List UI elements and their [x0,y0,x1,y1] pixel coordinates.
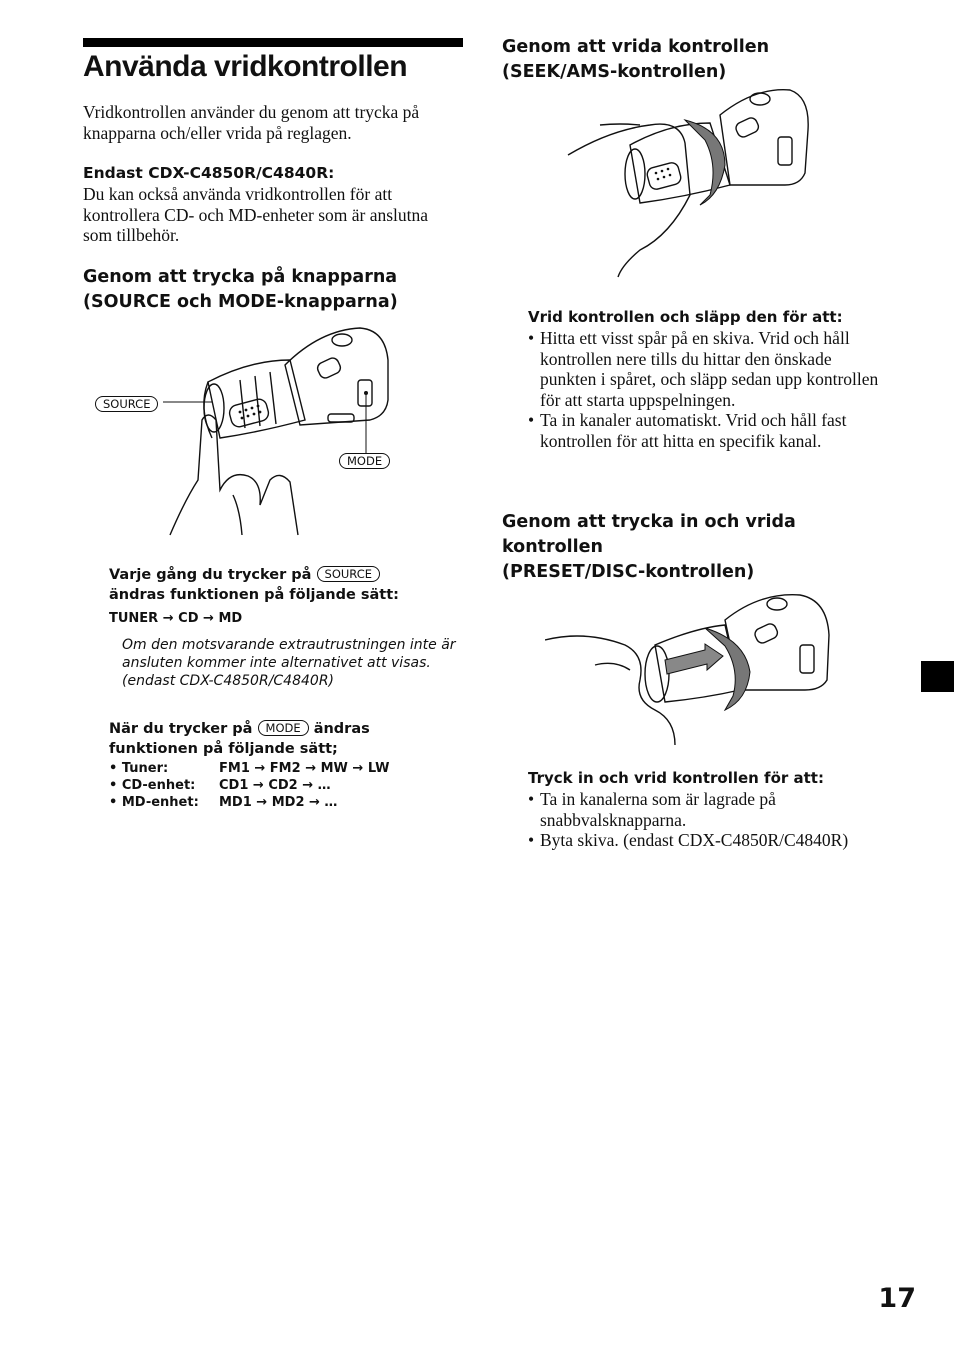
section2-bullets [528,328,888,451]
note-text: Om den motsvarande extrautrustningen inte är ansluten kommer inte alternativet att visas. (endast CDX-C4850R/C4840R) [122,637,456,689]
source-instruction-post: ändras funktionen på följande sätt: [109,587,399,603]
section2-subheading: Vrid kontrollen och släpp den för att: [528,308,843,326]
source-instruction-pre: Varje gång du trycker på [109,567,312,583]
only-models-text: Du kan också använda vridkontrollen för att kontrollera CD- och MD-enheter som är anslutna som tillbehör. [83,184,429,245]
section3-heading-line2: kontrollen [502,537,603,557]
section3-bullets [528,789,898,851]
mode-sequence: CD1 → CD2 → … [219,778,331,793]
list-item: • Byta skiva. (endast CDX-C4850R/C4840R) [528,830,898,851]
seq-md: MD [218,611,243,626]
mode-table [109,760,389,811]
push-arrow-icon [665,644,723,674]
list-item: • Ta in kanaler automatiskt. Vrid och håll fast kontrollen för att hitta en specifik kanal. [528,410,888,451]
page-title: Använda vridkontrollen [83,50,408,83]
title-rule [83,38,463,47]
seek-ams-figure [560,85,815,280]
mode-instruction [109,719,449,759]
source-inline-button-label: SOURCE [317,566,380,582]
rotate-arrow-icon [705,628,750,710]
arrow-icon: → [162,611,179,626]
section1-heading-line1: Genom att trycka på knapparna [83,267,398,287]
page-number: 17 [878,1283,916,1314]
mode-button-label: MODE [339,453,390,469]
mode-instruction-pre: När du trycker på [109,721,253,737]
source-mode-figure [90,320,400,540]
mode-label: CD-enhet: [121,778,196,793]
mode-instruction-line2: funktionen på följande sätt; [109,741,338,757]
section3-subheading: Tryck in och vrid kontrollen för att: [528,769,824,787]
unit-body-shape [285,328,388,425]
section1-heading-line2: (SOURCE och MODE-knapparna) [83,292,398,312]
section3-heading-line3: (PRESET/DISC-kontrollen) [502,562,755,582]
list-item: • Ta in kanalerna som är lagrade på snabbvalsknapparna. [528,789,898,830]
table-row: • CD-enhet: CD1 → CD2 → … [109,777,389,794]
seq-tuner: TUNER [109,611,159,626]
seq-cd: CD [178,611,199,626]
source-sequence [109,611,242,626]
mode-label: Tuner: [121,761,169,776]
section2-heading-line2: (SEEK/AMS-kontrollen) [502,62,727,82]
mode-inline-button-label: MODE [258,720,309,736]
source-instruction [109,565,449,605]
only-models-heading: Endast CDX-C4850R/C4840R: [83,164,335,182]
mode-sequence: FM1 → FM2 → MW → LW [219,761,390,776]
arrow-icon: → [203,611,219,626]
mode-instruction-post: ändras [313,721,370,737]
preset-disc-figure [545,590,835,745]
mode-sequence: MD1 → MD2 → … [219,795,338,810]
table-row: • MD-enhet: MD1 → MD2 → … [109,794,389,811]
rotate-arrow-icon [685,120,725,205]
table-row: • Tuner: FM1 → FM2 → MW → LW [109,761,390,776]
mode-label: MD-enhet: [121,795,199,810]
section-tab-marker [921,661,954,692]
intro-paragraph: Vridkontrollen använder du genom att trycka på knapparna och/eller vrida på reglagen. [83,102,420,143]
section2-heading-line1: Genom att vrida kontrollen [502,37,770,57]
list-item: • Hitta ett visst spår på en skiva. Vrid och håll kontrollen nere tills du hittar den önskade punkten i spåret, och släpp sedan upp kontrollen för att starta uppspelningen. [528,328,888,410]
source-button-label: SOURCE [95,396,158,412]
section3-heading-line1: Genom att trycka in och vrida [502,512,796,532]
